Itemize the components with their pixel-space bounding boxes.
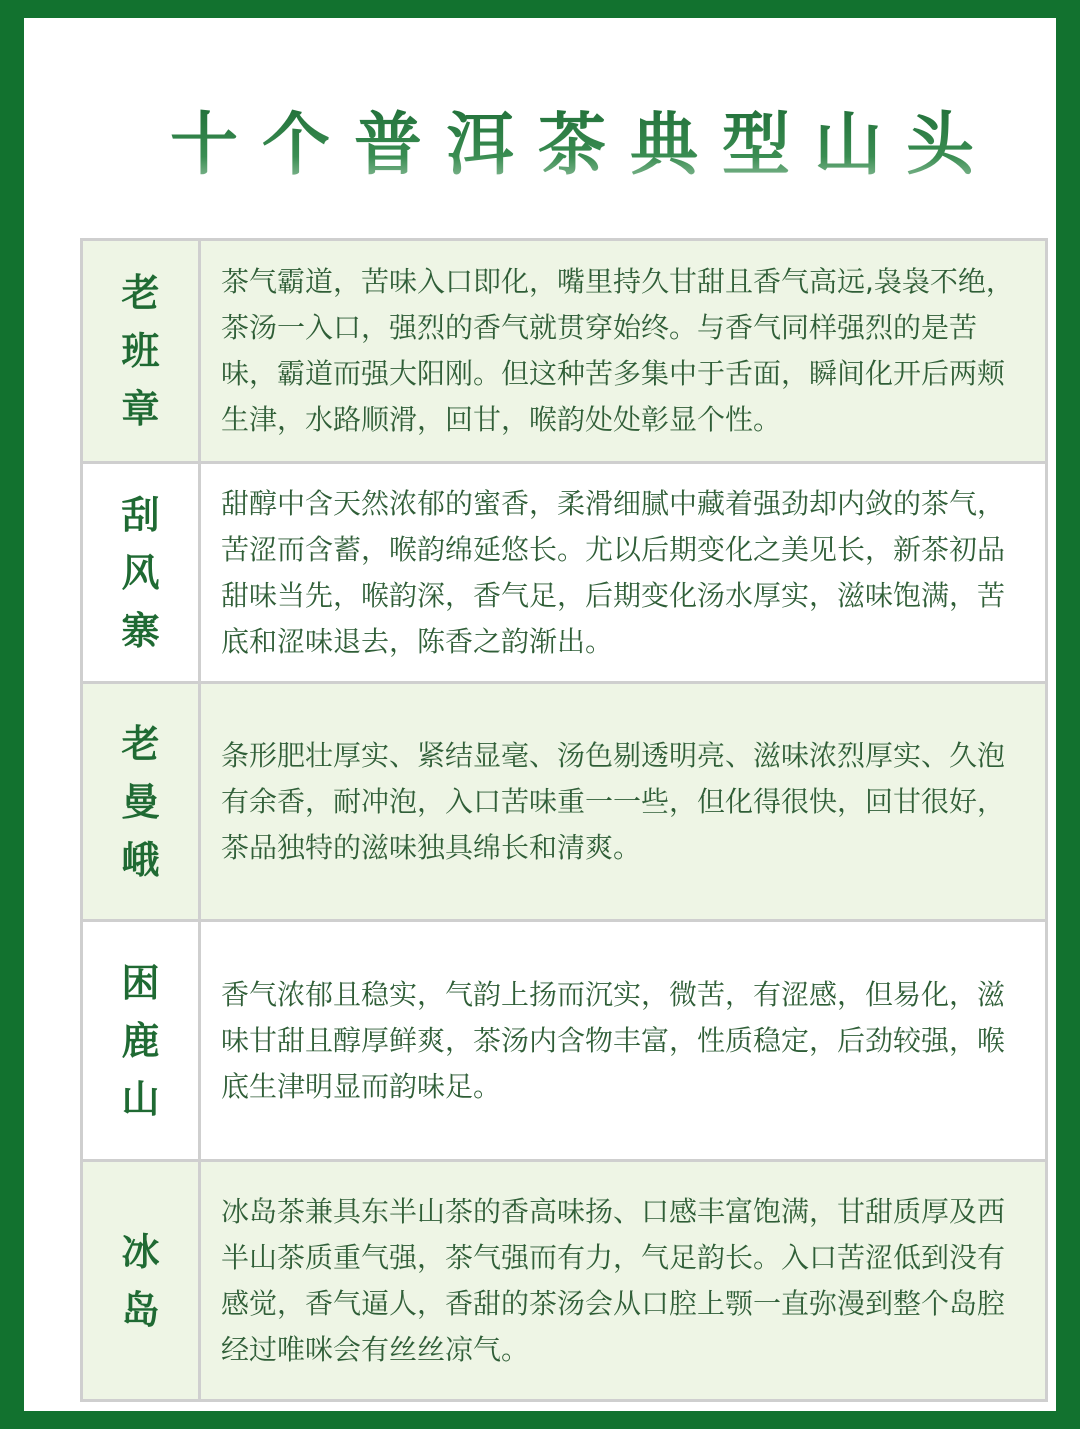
table-row — [83, 922, 1045, 1162]
row-desc-cell — [201, 922, 1045, 1159]
row-desc-cell — [201, 1162, 1045, 1399]
mountain-name: 困鹿山 — [121, 960, 160, 1121]
mountain-description: 香气浓郁且稳实，气韵上扬而沉实，微苦，有涩感，但易化，滋味甘甜且醇厚鲜爽，茶汤内含物丰富，性质稳定，后劲较强，喉底生津明显而韵味足。 — [221, 977, 1006, 1103]
row-name-cell — [83, 922, 201, 1159]
page-title: 十个普洱茶典型山头 — [144, 96, 1024, 206]
row-name-cell — [83, 464, 201, 681]
table-row — [83, 1162, 1045, 1402]
tea-mountain-table — [80, 238, 1048, 1402]
table-row — [83, 241, 1045, 464]
mountain-description: 甜醇中含天然浓郁的蜜香，柔滑细腻中藏着强劲却内敛的茶气，苦涩而含蓄，喉韵绵延悠长。尤以后期变化之美见长，新茶初品甜味当先，喉韵深，香气足，后期变化汤水厚实，滋味饱满，苦底和涩味退去，陈香之韵渐出。 — [221, 486, 1006, 658]
row-desc-cell — [201, 464, 1045, 681]
row-name-cell — [83, 684, 201, 919]
mountain-name: 老曼峨 — [121, 721, 160, 882]
mountain-description: 条形肥壮厚实、紧结显毫、汤色剔透明亮、滋味浓烈厚实、久泡有余香，耐冲泡，入口苦味重一一些，但化得很快，回甘很好，茶品独特的滋味独具绵长和清爽。 — [221, 738, 1006, 864]
mountain-name: 老班章 — [121, 271, 160, 431]
mountain-description: 冰岛茶兼具东半山茶的香高味扬、口感丰富饱满，甘甜质厚及西半山茶质重气强，茶气强而有力，气足韵长。入口苦涩低到没有感觉，香气逼人，香甜的茶汤会从口腔上颚一直弥漫到整个岛腔经过唯咪会有丝丝凉气。 — [221, 1194, 1006, 1366]
mountain-description: 茶气霸道，苦味入口即化，嘴里持久甘甜且香气高远,袅袅不绝，茶汤一入口，强烈的香气就贯穿始终。与香气同样强烈的是苦味，霸道而强大阳刚。但这种苦多集中于舌面，瞬间化开后两颊生津，水路顺滑，回甘，喉韵处处彰显个性。 — [221, 265, 1014, 436]
mountain-name: 冰岛 — [121, 1229, 160, 1332]
table-row — [83, 464, 1045, 684]
row-name-cell — [83, 1162, 201, 1399]
row-name-cell — [83, 241, 201, 461]
mountain-name: 刮风寨 — [121, 492, 160, 653]
row-desc-cell — [201, 684, 1045, 919]
row-desc-cell — [201, 241, 1045, 461]
table-row — [83, 684, 1045, 922]
